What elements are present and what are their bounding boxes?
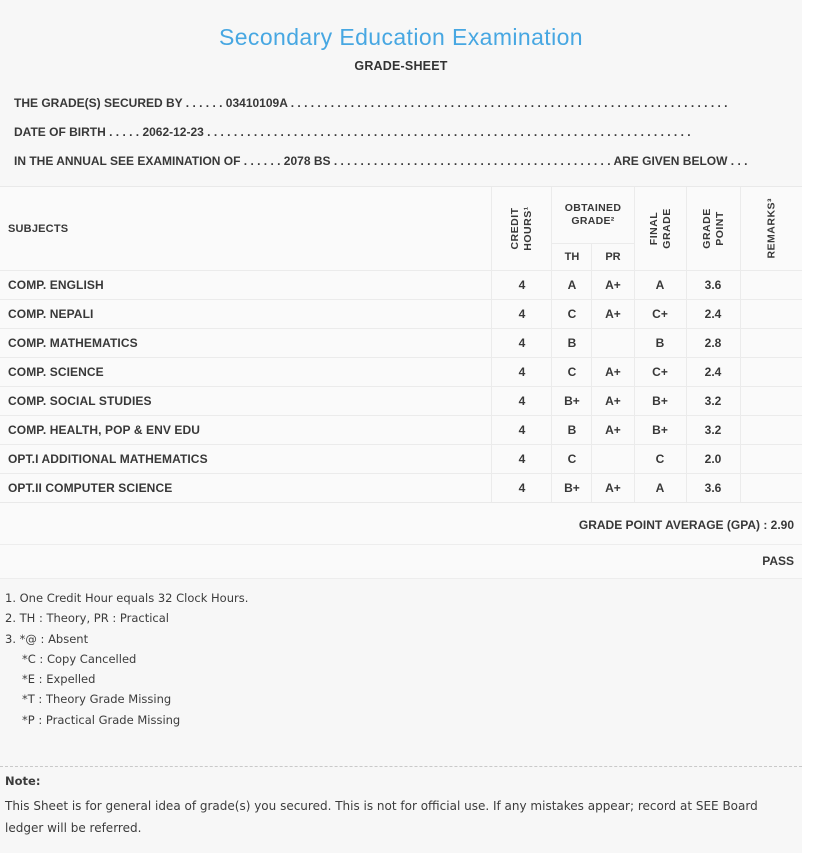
grades-table [0, 187, 802, 502]
subject-cell: OPT.II COMPUTER SCIENCE [0, 474, 492, 503]
table-row [0, 329, 802, 358]
pr-grade-cell [592, 445, 634, 474]
footnote-theory-missing: *T : Theory Grade Missing [22, 692, 172, 707]
pr-grade-cell: A+ [592, 474, 634, 503]
pr-grade-cell: A+ [592, 271, 634, 300]
grades-table-wrapper [0, 186, 802, 503]
pr-grade-cell: A+ [592, 416, 634, 445]
final-grade-cell: A [634, 474, 686, 503]
credit-cell: 4 [492, 416, 552, 445]
subject-cell: COMP. MATHEMATICS [0, 329, 492, 358]
col-header-grade-point [686, 187, 740, 271]
th-grade-cell: A [552, 271, 592, 300]
remarks-cell [740, 358, 802, 387]
table-row [0, 387, 802, 416]
pr-grade-cell: A+ [592, 387, 634, 416]
th-grade-cell: B [552, 329, 592, 358]
subject-cell: COMP. SOCIAL STUDIES [0, 387, 492, 416]
grade-point-cell: 2.8 [686, 329, 740, 358]
final-grade-cell: B+ [634, 416, 686, 445]
col-header-obtained-grade: OBTAINED GRADE² [552, 187, 634, 244]
footnote-copy-cancelled: *C : Copy Cancelled [22, 651, 137, 666]
note-label: Note: [5, 774, 41, 789]
col-header-final-grade [634, 187, 686, 271]
credit-cell: 4 [492, 387, 552, 416]
remarks-cell [740, 300, 802, 329]
remarks-cell [740, 445, 802, 474]
credit-cell: 4 [492, 329, 552, 358]
footnotes [0, 579, 802, 730]
col-header-subjects: SUBJECTS [0, 187, 492, 271]
examination-line: IN THE ANNUAL SEE EXAMINATION OF . . . . . . 2078 BS . . . . . . . . . . . . . . . . . . . . . . . . . . . . . . . . . . . . . . . . . . ARE GIVEN BELOW . . . [14, 154, 748, 168]
date-of-birth-line: DATE OF BIRTH . . . . . 2062-12-23 . . . . . . . . . . . . . . . . . . . . . . . . . . . . . . . . . . . . . . . . . . . . . . . . . . . . . . . . . . . . . . . . . . . . . . . . . [14, 125, 691, 139]
col-header-credit-hours [492, 187, 552, 271]
th-grade-cell: B [552, 416, 592, 445]
candidate-info [0, 89, 802, 176]
col-header-pr: PR [592, 244, 634, 271]
final-grade-cell: C+ [634, 358, 686, 387]
page-subtitle: GRADE-SHEET [354, 59, 448, 73]
th-grade-cell: C [552, 445, 592, 474]
pr-grade-cell: A+ [592, 300, 634, 329]
remarks-cell [740, 416, 802, 445]
col-header-remarks [740, 187, 802, 271]
table-row [0, 474, 802, 503]
final-grade-label: FINAL GRADE [647, 208, 672, 249]
credit-cell: 4 [492, 445, 552, 474]
table-row [0, 445, 802, 474]
remarks-cell [740, 271, 802, 300]
footnote-practical-missing: *P : Practical Grade Missing [22, 712, 181, 727]
grade-point-cell: 3.6 [686, 474, 740, 503]
footnote-expelled: *E : Expelled [22, 672, 96, 687]
subject-cell: COMP. SCIENCE [0, 358, 492, 387]
subject-cell: OPT.I ADDITIONAL MATHEMATICS [0, 445, 492, 474]
table-row [0, 416, 802, 445]
remarks-label: REMARKS³ [765, 198, 777, 259]
pr-grade-cell: A+ [592, 358, 634, 387]
final-grade-cell: C+ [634, 300, 686, 329]
credit-cell: 4 [492, 358, 552, 387]
th-grade-cell: B+ [552, 474, 592, 503]
final-grade-cell: A [634, 271, 686, 300]
remarks-cell [740, 387, 802, 416]
grade-point-cell: 3.2 [686, 416, 740, 445]
grade-point-cell: 3.2 [686, 387, 740, 416]
footnote-absent: 3. *@ : Absent [5, 631, 89, 646]
th-grade-cell: C [552, 300, 592, 329]
footnote-th-pr: 2. TH : Theory, PR : Practical [5, 611, 169, 626]
th-grade-cell: C [552, 358, 592, 387]
remarks-cell [740, 329, 802, 358]
gpa-line: GRADE POINT AVERAGE (GPA) : 2.90 [0, 503, 802, 545]
final-grade-cell: C [634, 445, 686, 474]
credit-cell: 4 [492, 271, 552, 300]
final-grade-cell: B+ [634, 387, 686, 416]
credit-cell: 4 [492, 474, 552, 503]
grade-point-cell: 3.6 [686, 271, 740, 300]
result-summary [0, 503, 802, 579]
credit-cell: 4 [492, 300, 552, 329]
subject-cell: COMP. ENGLISH [0, 271, 492, 300]
note-text: This Sheet is for general idea of grade(s) you secured. This is not for official use. If any mistakes appear; record at SEE Board ledger will be referred. [5, 799, 758, 836]
final-grade-cell: B [634, 329, 686, 358]
credit-hours-label: CREDIT HOURS¹ [509, 206, 534, 251]
col-header-th: TH [552, 244, 592, 271]
subject-cell: COMP. HEALTH, POP & ENV EDU [0, 416, 492, 445]
remarks-cell [740, 474, 802, 503]
note-section [0, 767, 802, 853]
subject-cell: COMP. NEPALI [0, 300, 492, 329]
table-row [0, 271, 802, 300]
table-row [0, 358, 802, 387]
page-title: Secondary Education Examination [218, 24, 583, 50]
footnote-credit-hour: 1. One Credit Hour equals 32 Clock Hours. [5, 591, 249, 605]
result-status: PASS [0, 545, 802, 579]
pr-grade-cell [592, 329, 634, 358]
grade-point-label: GRADE POINT [700, 208, 725, 249]
grade-point-cell: 2.4 [686, 300, 740, 329]
table-row [0, 300, 802, 329]
secured-by-line: THE GRADE(S) SECURED BY . . . . . . 03410109A . . . . . . . . . . . . . . . . . . . . . . . . . . . . . . . . . . . . . . . . . . . . . . . . . . . . . . . . . . . . . . . . . . [14, 96, 728, 110]
grade-point-cell: 2.4 [686, 358, 740, 387]
th-grade-cell: B+ [552, 387, 592, 416]
grade-point-cell: 2.0 [686, 445, 740, 474]
